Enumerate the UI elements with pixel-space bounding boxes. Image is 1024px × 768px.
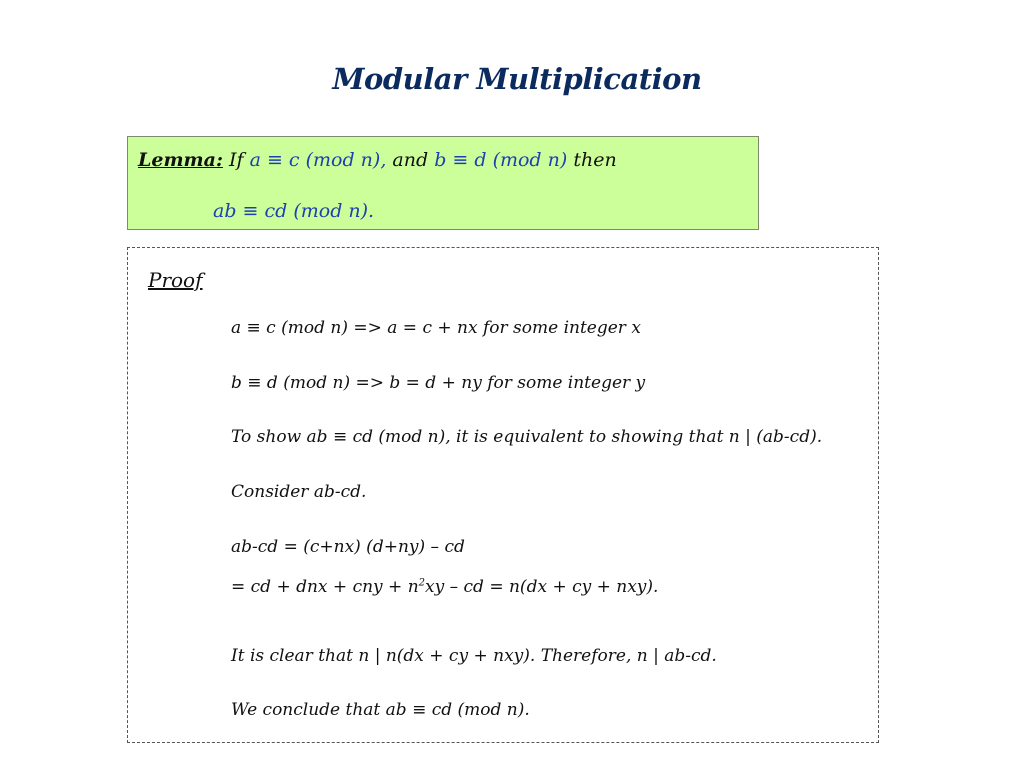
lemma-box xyxy=(127,136,759,230)
proof-line-conclusion: We conclude that ab ≡ cd (mod n). xyxy=(231,700,530,720)
proof-line-divides: It is clear that n | n(dx + cy + nxy). Therefore, n | ab-cd. xyxy=(231,646,717,666)
lemma-condition-1: a ≡ c (mod n), xyxy=(249,149,387,171)
proof-box xyxy=(127,247,879,743)
proof-line-expand: ab-cd = (c+nx) (d+ny) – cd xyxy=(231,537,465,557)
lemma-condition-2: b ≡ d (mod n) xyxy=(434,149,568,171)
slide-title: Modular Multiplication xyxy=(332,62,702,96)
lemma-if: If xyxy=(222,149,250,171)
proof-line-consider: Consider ab-cd. xyxy=(231,482,367,502)
exponent: 2 xyxy=(418,577,426,589)
lemma-then: then xyxy=(567,149,617,171)
lemma-conclusion: ab ≡ cd (mod n). xyxy=(213,200,375,222)
proof-line-simplify xyxy=(231,577,658,597)
proof-line-b: b ≡ d (mod n) => b = d + ny for some integer y xyxy=(231,373,646,393)
proof-line-simplify-part1: = cd + dnx + cny + n xyxy=(231,577,419,597)
proof-line-simplify-part2: xy – cd = n(dx + cy + nxy). xyxy=(425,577,659,597)
proof-title: Proof xyxy=(148,268,203,292)
lemma-label: Lemma: xyxy=(138,149,223,171)
lemma-and: and xyxy=(386,149,435,171)
proof-line-goal: To show ab ≡ cd (mod n), it is equivalent to showing that n | (ab-cd). xyxy=(231,427,823,447)
proof-line-a: a ≡ c (mod n) => a = c + nx for some integer x xyxy=(231,318,641,338)
lemma-statement xyxy=(138,149,617,171)
